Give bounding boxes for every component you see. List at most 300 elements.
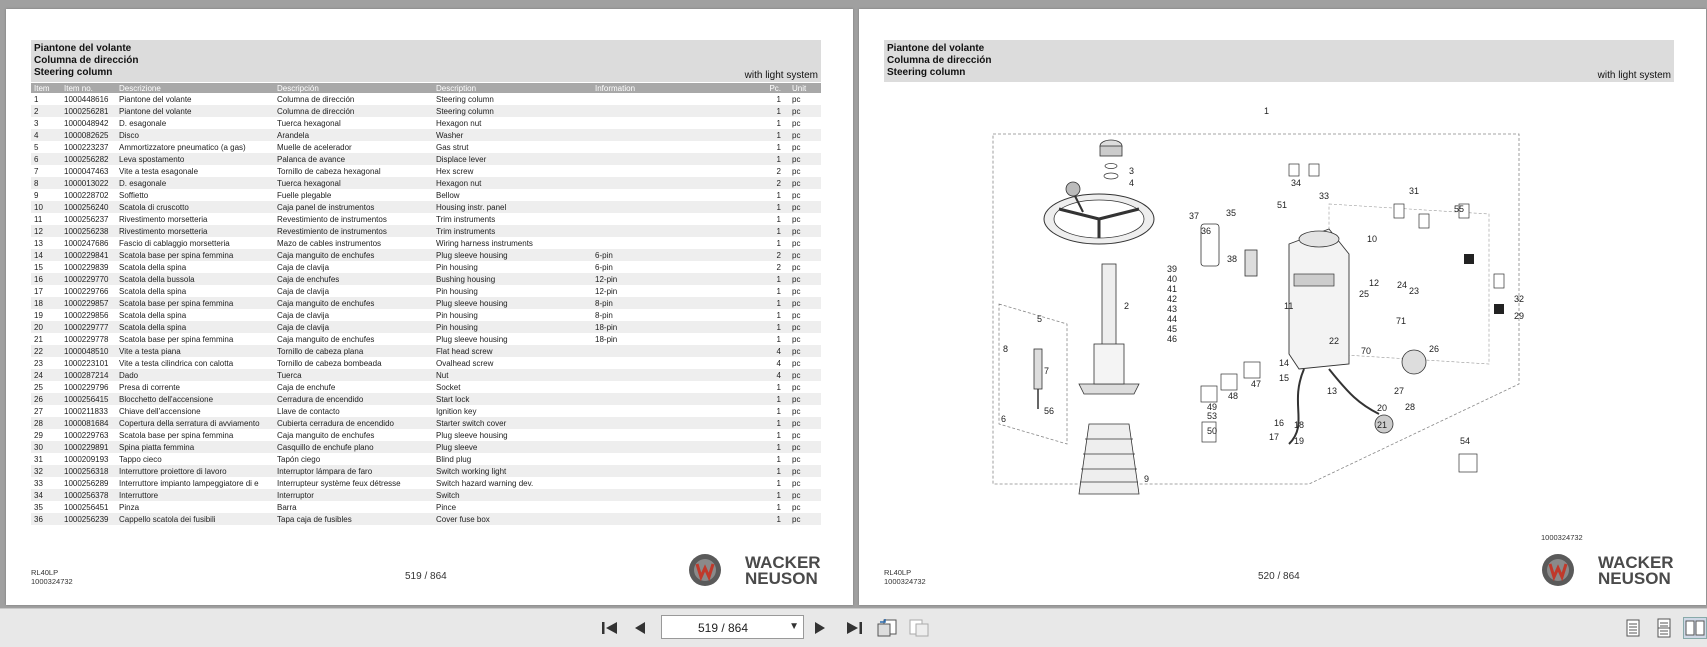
table-row [31,261,821,273]
table-cell: Interruttore proiettore di lavoro [116,465,274,477]
table-row [31,189,821,201]
table-cell [592,465,733,477]
column-header: Unit [789,83,821,93]
callout-label: 48 [1228,391,1239,401]
page-520 [859,9,1706,605]
table-cell: Cappello scatola dei fusibili [116,513,274,525]
table-cell: Gas strut [436,142,469,152]
callout-label: 2 [1124,301,1130,311]
callout-label: 43 [1167,304,1178,314]
table-cell: 22 [31,345,61,357]
table-cell: 1000229839 [64,262,109,272]
callout-label: 56 [1044,406,1055,416]
table-cell: Tornillo de cabeza plana [274,345,433,357]
table-cell: Caja de clavija [277,262,330,272]
header-note: with light system [1597,70,1671,81]
table-cell: 2 [733,249,789,261]
table-cell: 31 [34,454,43,464]
table-cell: 6-pin [595,262,613,272]
table-cell: pc [789,369,821,381]
table-cell: 1 [733,417,789,429]
table-cell: Arandela [274,129,433,141]
continuous-view-icon[interactable] [1652,617,1676,639]
table-cell: 36 [31,513,61,525]
table-cell: 25 [34,382,43,392]
table-cell [592,357,733,369]
table-cell: Tapón ciego [277,454,321,464]
table-cell: Trim instruments [433,225,592,237]
table-cell: Cerradura de encendido [274,393,433,405]
title-english: Steering column [887,67,966,78]
table-cell: Scatola base per spina femmina [116,249,274,261]
table-cell: 1000229766 [64,286,109,296]
table-cell: Interrupteur système feux détresse [277,478,401,488]
table-cell: 1000211833 [64,406,108,416]
table-cell: 1 [733,465,789,477]
table-cell: 1000082625 [61,129,116,141]
table-cell: pc [792,382,801,392]
table-cell: Nut [433,369,592,381]
table-cell: Wiring harness instruments [436,238,533,248]
table-cell: 1000223237 [64,142,109,152]
table-cell: pc [792,286,801,296]
table-cell: 1000256240 [61,201,116,213]
header-note: with light system [744,70,818,81]
table-row [31,165,821,177]
table-cell: 1 [776,118,781,128]
table-row [31,477,821,489]
table-cell: pc [792,334,801,344]
table-cell: 1000256239 [61,513,116,525]
table-cell: Disco [116,129,274,141]
table-cell [592,417,733,429]
table-row [31,513,821,525]
callout-label: 25 [1359,289,1370,299]
table-cell: 1 [733,225,789,237]
table-cell: 2 [776,166,781,176]
table-cell: Scatola della spina [116,321,274,333]
table-cell: 12-pin [592,273,733,285]
page-header [884,40,1674,82]
brand-logo [1542,552,1682,592]
table-cell: 1 [776,310,781,320]
table-cell: Revestimiento de instrumentos [277,214,387,224]
table-cell [592,441,733,453]
table-cell: Tapa caja de fusibles [274,513,433,525]
footer-info [31,568,73,586]
table-cell: 1000448616 [64,94,109,104]
table-cell: pc [789,153,821,165]
table-cell: Scatola base per spina femmina [119,430,234,440]
two-page-view-icon[interactable] [1683,617,1707,639]
table-cell: D. esagonale [116,177,274,189]
table-cell: pc [792,406,801,416]
table-cell: 23 [34,358,43,368]
table-cell: 26 [31,393,61,405]
last-page-icon[interactable] [842,617,866,639]
wacker-neuson-logo-icon [1542,554,1574,586]
callout-label: 51 [1277,200,1288,210]
callout-label: 29 [1514,311,1525,321]
table-cell: Displace lever [433,153,592,165]
table-row [31,309,821,321]
table-cell: Leva spostamento [116,153,274,165]
table-cell: 1 [776,502,781,512]
table-cell: 1 [733,105,789,117]
table-cell: pc [789,297,821,309]
table-row [31,225,821,237]
table-row [31,213,821,225]
next-page-icon[interactable] [810,617,830,639]
table-cell: pc [789,273,821,285]
table-row [31,117,821,129]
table-cell: pc [792,310,801,320]
table-cell: Steering column [436,94,494,104]
table-cell: Start lock [433,393,592,405]
callout-label: 31 [1409,186,1420,196]
table-cell: Hexagon nut [436,118,482,128]
table-cell: Fascio di cablaggio morsetteria [119,238,230,248]
table-cell: 4 [733,345,789,357]
table-cell: Cubierta cerradura de encendido [274,417,433,429]
callout-label: 46 [1167,334,1178,344]
page-number: 519 / 864 [405,571,447,582]
callout-label: 10 [1367,234,1378,244]
table-cell: Interruttore [116,489,274,501]
table-cell: Plug sleeve [433,441,592,453]
table-cell: Tornillo de cabeza hexagonal [277,166,381,176]
callout-label: 37 [1189,211,1200,221]
table-cell: 29 [34,430,43,440]
table-cell: Interruptor lámpara de faro [274,465,433,477]
callout-label: 18 [1294,420,1305,430]
table-cell: pc [792,118,801,128]
table-row [31,297,821,309]
table-cell: Scatola base per spina femmina [119,334,234,344]
table-cell: 3 [34,118,39,128]
table-row [31,333,821,345]
callout-label: 9 [1144,474,1150,484]
table-cell: 1 [776,382,781,392]
table-cell: Vite a testa esagonale [119,166,199,176]
table-cell: Bellow [436,190,460,200]
table-cell: 8 [31,177,61,189]
table-cell: 1 [776,478,781,488]
table-cell: pc [789,321,821,333]
table-cell: Caja manguito de enchufes [277,430,375,440]
table-cell: pc [792,478,801,488]
table-row [31,429,821,441]
table-cell: 1 [776,334,781,344]
table-cell: Vite a testa piana [116,345,274,357]
table-cell: 1 [733,129,789,141]
forward-view-icon[interactable] [907,617,931,639]
table-cell: 28 [31,417,61,429]
table-row [31,129,821,141]
table-cell: Plug sleeve housing [436,334,508,344]
table-cell: 1000256318 [61,465,116,477]
table-cell: 12-pin [595,286,618,296]
table-cell: 1000229763 [64,430,109,440]
table-cell: 1 [776,406,781,416]
table-cell: Caja de clavija [274,321,433,333]
table-cell: Ovalhead screw [436,358,494,368]
table-cell [592,189,733,201]
table-cell: pc [792,358,801,368]
table-cell: Caja panel de instrumentos [274,201,433,213]
table-cell [592,153,733,165]
first-page-icon[interactable] [598,617,622,639]
table-cell: Steering column [433,105,592,117]
table-cell: Interruttore impianto lampeggiatore di e [119,478,259,488]
table-cell: Trim instruments [436,214,496,224]
table-cell: 1 [776,214,781,224]
table-body [31,93,821,525]
callout-label: 47 [1251,379,1262,389]
table-row [31,153,821,165]
table-cell: pc [789,225,821,237]
table-cell: Pince [436,502,457,512]
table-cell: Tappo cieco [119,454,162,464]
table-cell: pc [789,201,821,213]
callout-label: 33 [1319,191,1330,201]
table-cell: pc [789,249,821,261]
table-cell: Fuelle plegable [277,190,332,200]
table-cell: 1000256282 [61,153,116,165]
callout-label: 49 [1207,402,1218,412]
table-cell: 1 [776,238,781,248]
table-cell: 7 [34,166,39,176]
brand-line2: NEUSON [1598,569,1671,588]
brand-line1: WACKER [1598,553,1674,572]
table-cell: 5 [34,142,39,152]
brand-logo [689,552,829,592]
table-cell [592,477,733,489]
table-cell: 1 [34,94,39,104]
table-cell: 10 [31,201,61,213]
table-cell: 4 [776,358,781,368]
table-cell [592,201,733,213]
table-row [31,201,821,213]
table-cell: pc [789,177,821,189]
table-cell: Plug sleeve housing [433,249,592,261]
page-header [31,40,821,82]
table-cell: Spina piatta femmina [116,441,274,453]
table-cell: 30 [31,441,61,453]
title-spanish: Columna de dirección [887,55,992,66]
table-cell: 1000229891 [61,441,116,453]
table-cell: Pin housing [436,310,478,320]
table-cell: Rivestimento morsetteria [119,214,208,224]
table-cell: pc [792,262,801,272]
table-cell: Flat head screw [433,345,592,357]
column-header: Item no. [61,83,116,93]
table-cell: 13 [34,238,43,248]
table-cell: Scatola della spina [119,286,187,296]
table-cell: pc [792,190,801,200]
table-cell: pc [792,238,801,248]
table-cell [592,117,733,129]
table-cell: Switch [433,489,592,501]
table-cell: 12 [31,225,61,237]
previous-page-icon[interactable] [630,617,650,639]
table-cell: Blocchetto dell'accensione [116,393,274,405]
table-cell: 17 [34,286,43,296]
callout-label: 14 [1279,358,1290,368]
table-cell: Vite a testa cilindrica con calotta [119,358,234,368]
table-cell [592,369,733,381]
table-cell: pc [789,129,821,141]
table-cell [592,225,733,237]
table-row [31,405,821,417]
callout-label: 22 [1329,336,1340,346]
table-cell: 1 [776,454,781,464]
table-cell: 1 [733,513,789,525]
title-spanish: Columna de dirección [34,55,139,66]
table-cell: Tuerca hexagonal [277,118,341,128]
table-cell: Pinza [119,502,140,512]
callout-label: 35 [1226,208,1237,218]
table-cell: 1000229857 [61,297,116,309]
table-cell: 1000013022 [61,177,116,189]
chevron-down-icon[interactable]: ▼ [789,621,799,632]
table-cell: pc [792,430,801,440]
page-519 [6,9,853,605]
table-cell: 35 [34,502,43,512]
table-cell: 18-pin [595,334,618,344]
table-cell: 1000209193 [64,454,109,464]
table-cell: Caja de enchufes [274,273,433,285]
callout-label: 27 [1394,386,1405,396]
table-cell: Rivestimento morsetteria [116,225,274,237]
table-cell: Ignition key [436,406,477,416]
callout-label: 7 [1044,366,1050,376]
footer-model: RL40LP [884,568,912,577]
table-cell: 1000229778 [64,334,109,344]
table-cell: pc [792,94,801,104]
table-cell: pc [792,454,801,464]
table-row [31,417,821,429]
column-header: Descripción [274,83,433,93]
table-cell: Soffietto [119,190,149,200]
table-cell: Caja de enchufe [277,382,336,392]
table-cell: Pin housing [436,262,478,272]
single-page-view-icon[interactable] [1621,617,1645,639]
column-header: Information [592,83,733,93]
callout-label: 42 [1167,294,1178,304]
table-cell: Tuerca [274,369,433,381]
table-cell: 1 [776,190,781,200]
table-cell: 1000229777 [61,321,116,333]
brand-line1: WACKER [745,553,821,572]
callout-label: 28 [1405,402,1416,412]
callout-label: 6 [1001,414,1007,424]
table-row [31,381,821,393]
table-cell: 1000229841 [61,249,116,261]
title-english: Steering column [34,67,113,78]
table-cell: 1 [733,297,789,309]
table-cell: 1 [733,153,789,165]
callout-label: 36 [1201,226,1212,236]
table-cell: Presa di corrente [119,382,180,392]
back-view-icon[interactable] [875,617,899,639]
exploded-parts-diagram [989,104,1579,549]
callout-label: 16 [1274,418,1285,428]
table-cell: 1000048942 [64,118,109,128]
callout-label: 17 [1269,432,1280,442]
table-cell: 8-pin [595,310,613,320]
table-cell: 1000256238 [61,225,116,237]
callout-label: 11 [1284,301,1294,311]
table-cell: Scatola della spina [119,262,187,272]
table-row [31,393,821,405]
diagram-doc-number: 1000324732 [1541,533,1583,542]
table-cell: Switch working light [433,465,592,477]
table-cell: 1 [733,393,789,405]
table-cell [592,429,733,441]
callout-label: 55 [1454,204,1465,214]
callout-label: 41 [1167,284,1178,294]
table-cell [592,489,733,501]
table-cell: 1000228702 [64,190,109,200]
callout-label: 4 [1129,178,1135,188]
table-row [31,489,821,501]
table-cell: Columna de dirección [274,105,433,117]
table-row [31,141,821,153]
table-cell: Switch hazard warning dev. [436,478,534,488]
footer-doc-number: 1000324732 [31,577,73,586]
callout-label: 45 [1167,324,1178,334]
table-cell: Starter switch cover [433,417,592,429]
title-italian: Piantone del volante [887,43,985,54]
table-cell: Pin housing [436,286,478,296]
table-cell: pc [789,513,821,525]
table-row [31,177,821,189]
footer-doc-number: 1000324732 [884,577,926,586]
table-cell: Bushing housing [433,273,592,285]
table-cell: 9 [34,190,39,200]
table-cell: 2 [776,262,781,272]
column-header: Pc. [733,83,789,93]
table-cell: Columna de dirección [277,94,355,104]
table-cell: Hex screw [436,166,474,176]
page-number-field[interactable] [661,615,804,639]
table-cell: 1000047463 [64,166,109,176]
table-cell: D. esagonale [119,118,167,128]
table-cell: 27 [34,406,43,416]
table-cell: Cover fuse box [433,513,592,525]
callout-label: 50 [1207,426,1218,436]
table-cell: Mazo de cables instrumentos [277,238,382,248]
table-row [31,273,821,285]
page-number-input[interactable] [662,616,784,640]
table-cell: Housing instr. panel [433,201,592,213]
table-cell: 6-pin [592,249,733,261]
table-cell: Scatola della bussola [116,273,274,285]
table-cell: 8-pin [592,297,733,309]
table-cell: pc [792,166,801,176]
table-cell: Scatola di cruscotto [116,201,274,213]
table-cell: Tornillo de cabeza bombeada [277,358,382,368]
table-cell: Caja de clavija [277,286,330,296]
wacker-neuson-logo-icon [689,554,721,586]
table-cell: Llave de contacto [277,406,340,416]
table-cell [592,177,733,189]
table-header-row [31,83,821,93]
table-cell: Scatola base per spina femmina [116,297,274,309]
callout-label: 70 [1361,346,1372,356]
callout-label: 39 [1167,264,1178,274]
